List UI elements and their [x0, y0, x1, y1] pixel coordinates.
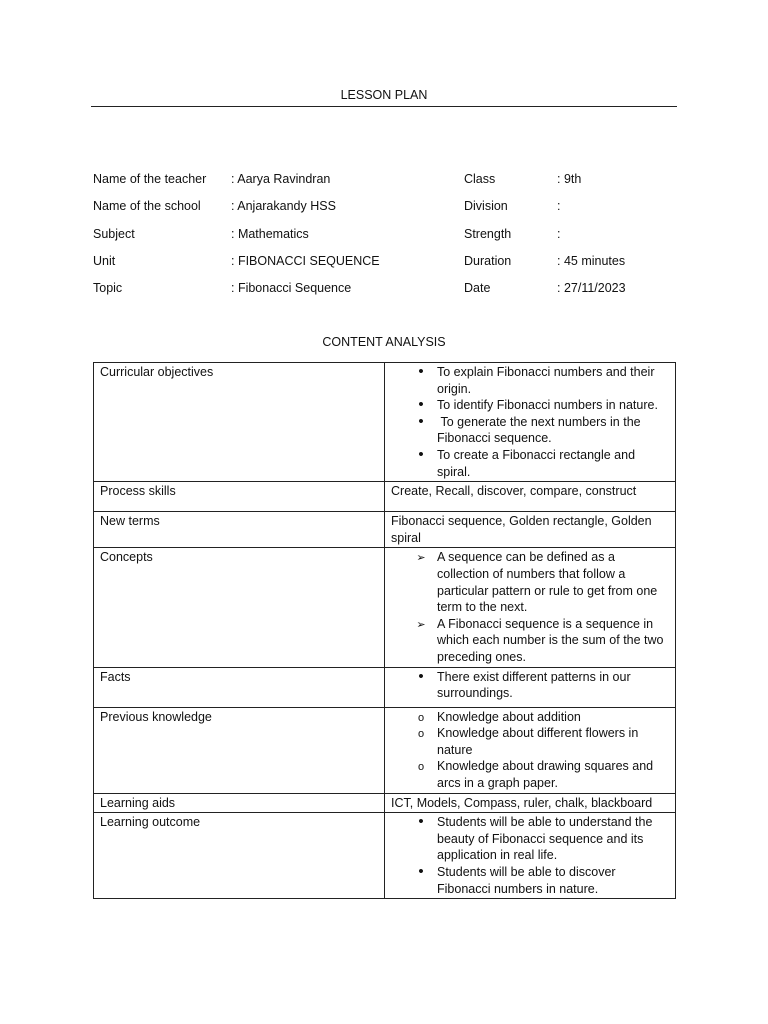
- list-item-text: There exist different patterns in our surroundings.: [437, 669, 631, 701]
- document-title: LESSON PLAN: [340, 88, 428, 102]
- content-analysis-table: [93, 362, 676, 899]
- info-label-2: Duration: [464, 254, 512, 268]
- list-item: [391, 364, 669, 397]
- list-item-text: Knowledge about different flowers in nature: [437, 726, 639, 757]
- info-label: Topic: [93, 281, 123, 295]
- info-label: Subject: [93, 227, 135, 241]
- row-content: Fibonacci sequence, Golden rectangle, Golden spiral: [385, 512, 676, 548]
- info-value: : Aarya Ravindran: [231, 172, 331, 186]
- list-item-text: To create a Fibonacci rectangle and spiral.: [437, 447, 636, 479]
- row-content: [385, 363, 676, 482]
- list-item: [391, 397, 669, 414]
- info-row-subject: [93, 227, 693, 245]
- list-item-text: Students will be able to understand the beauty of Fibonacci sequence and its application in real life.: [437, 815, 653, 863]
- row-label: Learning outcome: [94, 813, 385, 899]
- arrow-bullet-icon: [415, 616, 427, 634]
- list-item-text: Knowledge about addition: [437, 709, 581, 724]
- info-row-unit: [93, 254, 693, 272]
- bullet-icon: [415, 364, 427, 381]
- bullet-list: [391, 364, 669, 480]
- row-content: Create, Recall, discover, compare, construct: [385, 482, 676, 512]
- list-item-text: Students will be able to discover Fibonacci numbers in nature.: [437, 865, 616, 896]
- title-underline: [91, 106, 677, 107]
- row-label: Curricular objectives: [94, 363, 385, 482]
- circle-bullet-icon: [415, 725, 427, 743]
- info-value: : Fibonacci Sequence: [231, 281, 352, 295]
- row-label: Learning aids: [94, 793, 385, 813]
- list-item-text: A Fibonacci sequence is a sequence in which each number is the sum of the two preceding ones.: [437, 616, 664, 664]
- bullet-list: [391, 669, 669, 706]
- info-label-2: Date: [464, 281, 491, 295]
- bullet-list: [391, 814, 669, 897]
- info-label: Name of the school: [93, 199, 201, 213]
- row-content: [385, 707, 676, 793]
- info-label: Unit: [93, 254, 116, 268]
- list-item: [391, 814, 669, 864]
- info-label-2: Class: [464, 172, 496, 186]
- info-value-2: :: [557, 227, 561, 241]
- info-row-teacher: [93, 172, 693, 190]
- bullet-icon: [415, 669, 427, 686]
- table-row: [94, 707, 676, 793]
- info-value: : FIBONACCI SEQUENCE: [231, 254, 380, 268]
- row-label: Concepts: [94, 548, 385, 667]
- bullet-icon: [415, 397, 427, 414]
- list-item: [391, 549, 669, 615]
- info-label: Name of the teacher: [93, 172, 207, 186]
- info-value: : Mathematics: [231, 227, 309, 241]
- list-item: [391, 616, 669, 666]
- circle-bullet-icon: [415, 709, 427, 727]
- list-item: [391, 414, 669, 447]
- row-label: Process skills: [94, 482, 385, 512]
- list-item: [391, 709, 669, 726]
- bullet-list: [391, 549, 669, 665]
- table-row: [94, 813, 676, 899]
- info-value-2: : 27/11/2023: [557, 281, 626, 295]
- row-content: ICT, Models, Compass, ruler, chalk, blackboard: [385, 793, 676, 813]
- table-row: [94, 793, 676, 813]
- list-item: [391, 669, 669, 702]
- circle-bullet-icon: [415, 758, 427, 776]
- list-item-text: Knowledge about drawing squares and arcs in a graph paper.: [437, 759, 654, 791]
- info-value: : Anjarakandy HSS: [231, 199, 336, 213]
- table-row: [94, 363, 676, 482]
- list-item: [391, 864, 669, 897]
- list-item-text: A sequence can be defined as a collection of numbers that follow a particular pattern or rule to get from one term to the next.: [437, 550, 658, 615]
- list-item-text: To explain Fibonacci numbers and their origin.: [437, 365, 655, 396]
- info-label-2: Strength: [464, 227, 512, 241]
- row-label: Facts: [94, 667, 385, 707]
- table-row: [94, 667, 676, 707]
- info-value-2: :: [557, 199, 561, 213]
- row-content: [385, 548, 676, 667]
- content-analysis-title: CONTENT ANALYSIS: [322, 335, 446, 349]
- arrow-bullet-icon: [415, 549, 427, 567]
- list-item-text: To generate the next numbers in the Fibonacci sequence.: [437, 414, 645, 446]
- bullet-icon: [415, 414, 427, 431]
- info-value-2: : 45 minutes: [557, 254, 626, 268]
- table-row: [94, 512, 676, 548]
- bullet-icon: [415, 447, 427, 464]
- info-row-topic: [93, 281, 693, 299]
- table-row: [94, 482, 676, 512]
- table-row: [94, 548, 676, 667]
- list-item: [391, 725, 669, 758]
- list-item-text: To identify Fibonacci numbers in nature.: [437, 398, 658, 413]
- info-value-2: : 9th: [557, 172, 582, 186]
- row-content: [385, 813, 676, 899]
- bullet-icon: [415, 864, 427, 881]
- info-row-school: [93, 199, 693, 217]
- row-label: Previous knowledge: [94, 707, 385, 793]
- bullet-icon: [415, 814, 427, 831]
- info-label-2: Division: [464, 199, 508, 213]
- bullet-list: [391, 709, 669, 792]
- row-content: [385, 667, 676, 707]
- row-label: New terms: [94, 512, 385, 548]
- list-item: [391, 758, 669, 791]
- list-item: [391, 447, 669, 480]
